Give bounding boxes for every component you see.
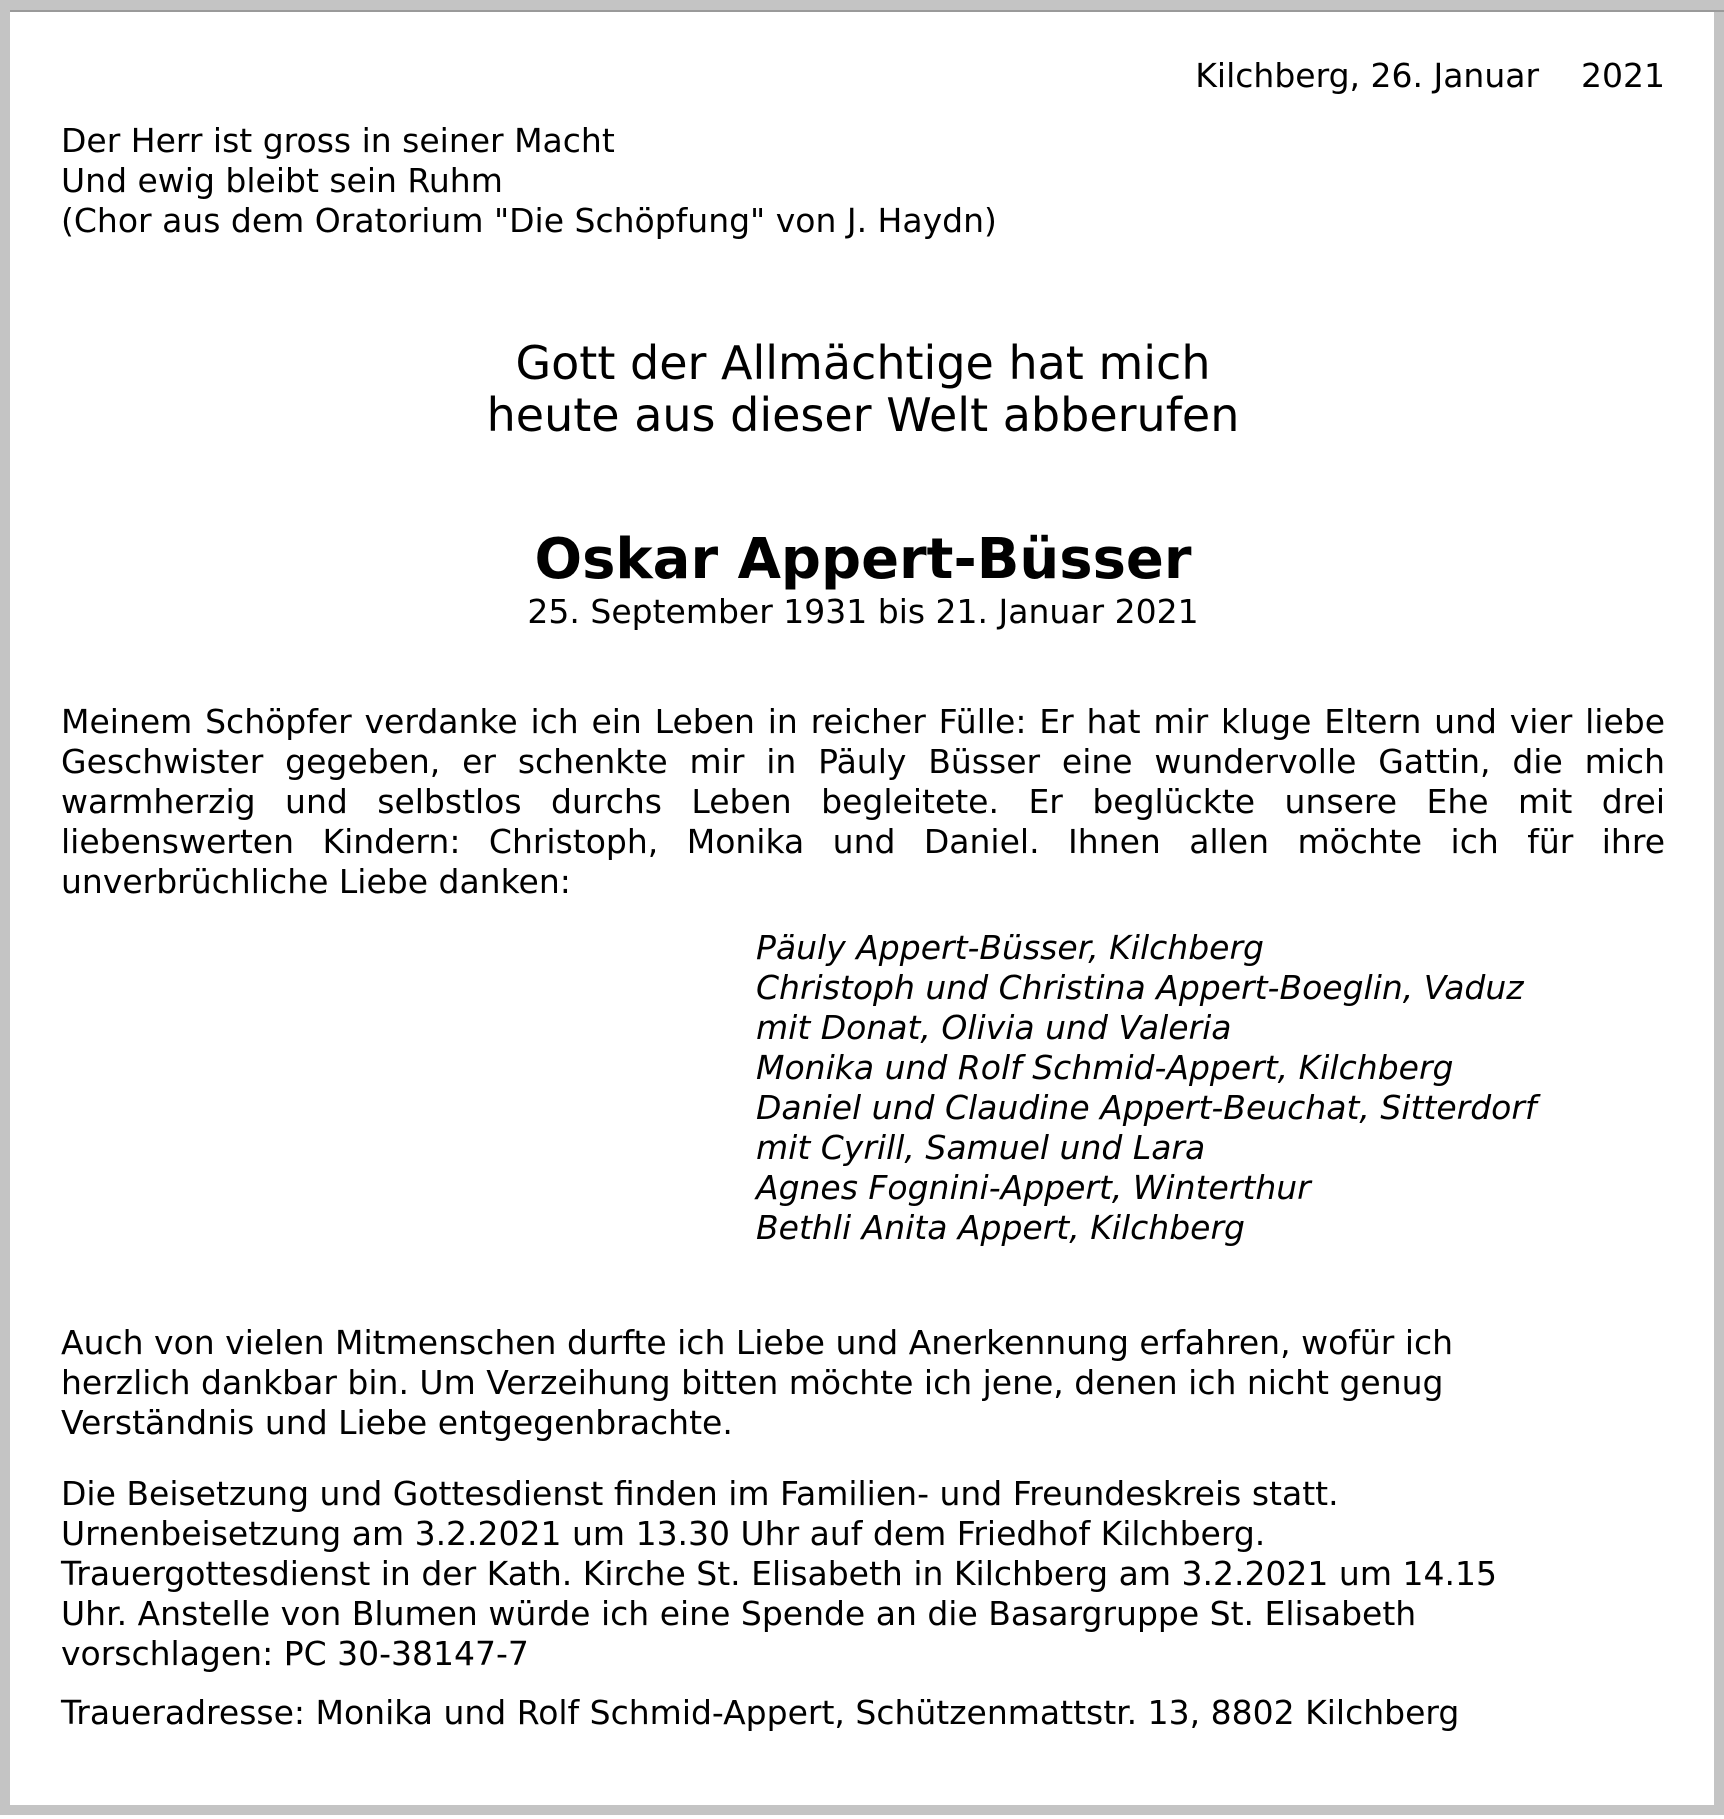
dateline-place-date: Kilchberg, 26. Januar (1195, 56, 1540, 95)
service-line: vorschlagen: PC 30-38147-7 (61, 1634, 529, 1673)
mourner-entry: Monika und Rolf Schmid-Appert, Kilchberg (756, 1048, 1454, 1087)
mourner-entry: mit Donat, Olivia und Valeria (756, 1008, 1232, 1047)
thanks-line: herzlich dankbar bin. Um Verzeihung bitten möchte ich jene, denen ich nicht genug (61, 1363, 1444, 1402)
mourner-entry: Bethli Anita Appert, Kilchberg (756, 1208, 1245, 1247)
mourners-list (756, 928, 1537, 1248)
deceased-lifespan: 25. September 1931 bis 21. Januar 2021 (527, 592, 1199, 631)
thanks-line: Auch von vielen Mitmenschen durfte ich Liebe und Anerkennung erfahren, wofür ich (61, 1323, 1454, 1362)
service-line: Trauergottesdienst in der Kath. Kirche St. Elisabeth in Kilchberg am 3.2.2021 um 14.15 (61, 1554, 1497, 1593)
thanks-line: Verständnis und Liebe entgegenbrachte. (61, 1403, 733, 1442)
mourner-entry: Päuly Appert-Büsser, Kilchberg (756, 928, 1264, 967)
deceased-name: Oskar Appert-Büsser (534, 527, 1192, 592)
mourner-entry: Agnes Fognini-Appert, Winterthur (756, 1168, 1311, 1207)
service-paragraph (61, 1474, 1665, 1674)
obituary-page (61, 0, 1665, 1800)
mourning-address: Traueradresse: Monika und Rolf Schmid-Appert, Schützenmattstr. 13, 8802 Kilchberg (61, 1693, 1460, 1732)
mourner-entry: mit Cyrill, Samuel und Lara (756, 1128, 1206, 1167)
announcement-line: Gott der Allmächtige hat mich (515, 336, 1211, 390)
mourner-entry: Daniel und Claudine Appert-Beuchat, Sitterdorf (756, 1088, 1537, 1127)
gratitude-paragraph: Meinem Schöpfer verdanke ich ein Leben in reicher Fülle: Er hat mir kluge Eltern und vier liebe Geschwister gegeben, er schenkte mir in Päuly Büsser eine wundervolle Gattin, die mich warmherzig und selbstlos durchs Leben begleitete. Er beglückte unsere Ehe mit drei liebenswerten Kindern: Christoph, Monika und Daniel. Ihnen allen möchte ich für ihre unverbrüchliche Liebe danken: (61, 702, 1665, 901)
motto-quote (61, 121, 997, 241)
announcement (61, 337, 1665, 441)
service-line: Die Beisetzung und Gottesdienst finden im Familien- und Freundeskreis statt. (61, 1474, 1339, 1513)
thanks-paragraph (61, 1323, 1665, 1443)
motto-source: (Chor aus dem Oratorium "Die Schöpfung" von J. Haydn) (61, 201, 997, 240)
motto-line: Der Herr ist gross in seiner Macht (61, 121, 615, 160)
dateline (1195, 56, 1665, 96)
dateline-gap (1539, 56, 1581, 95)
service-line: Uhr. Anstelle von Blumen würde ich eine Spende an die Basargruppe St. Elisabeth (61, 1594, 1417, 1633)
dateline-year: 2021 (1581, 56, 1665, 95)
mourner-entry: Christoph und Christina Appert-Boeglin, Vaduz (756, 968, 1524, 1007)
announcement-line: heute aus dieser Welt abberufen (486, 388, 1240, 442)
motto-line: Und ewig bleibt sein Ruhm (61, 161, 503, 200)
service-line: Urnenbeisetzung am 3.2.2021 um 13.30 Uhr auf dem Friedhof Kilchberg. (61, 1514, 1266, 1553)
